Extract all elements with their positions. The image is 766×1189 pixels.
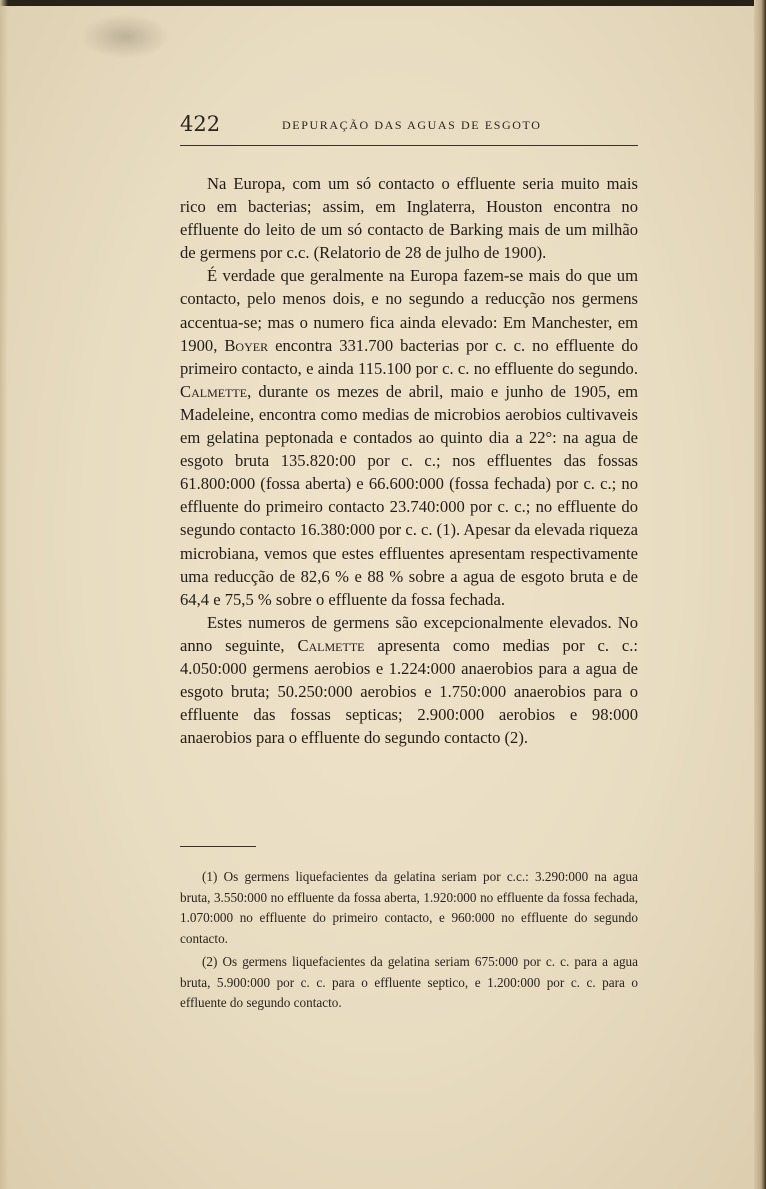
page-right-edge — [754, 0, 766, 1189]
header-rule — [180, 145, 638, 146]
paragraph-2-part-b: encontra 331.700 bacterias por c. c. no effluente do primeiro contacto, e ainda 115.100 por c. c. no effluente do segundo. — [180, 335, 638, 378]
paragraph-3-part-a: Estes numeros de germens são excepcionalmente elevados. No anno seguinte, — [180, 612, 638, 655]
footnote-2: (2) Os germens liquefacientes da gelatina seriam 675:000 por c. c. para a agua bruta, 5.900:000 por c. c. para o effluente septico, e 1.200:000 por c. c. para o effluente do segundo contacto. — [180, 954, 638, 1010]
page-number: 422 — [180, 112, 221, 136]
running-title: DEPURAÇÃO DAS AGUAS DE ESGOTO — [282, 118, 542, 132]
footnote-1: (1) Os germens liquefacientes da gelatina seriam por c.c.: 3.290:000 na agua bruta, 3.550:000 no effluente da fossa aberta, 1.920:000 no effluente da fossa fechada, 1.070:000 no effluente do primeiro contacto, e 960:000 no effluente do segundo contacto. — [180, 869, 638, 946]
footnotes — [180, 867, 638, 1017]
page-header — [180, 112, 638, 142]
footnote-rule — [180, 846, 256, 847]
page-top-edge — [0, 0, 766, 6]
paragraph-2 — [180, 264, 638, 610]
author-name-boyer: Boyer — [224, 335, 269, 355]
paragraph-2-part-c: , durante os mezes de abril, maio e junho de 1905, em Madeleine, encontra como medias de microbios aerobios cultivaveis em gelatina peptonada e contados ao quinto dia a 22°: na agua de esgoto bruta 135.820:00 por c. c.; nos effluentes das fossas 61.800:000 (fossa aberta) e 66.600:000 (fossa fechada) por c. c.; no effluente do primeiro contacto 23.740:000 por c. c.; no effluente do segundo contacto 16.380:000 por c. c. (1). Apesar da elevada riqueza microbiana, vemos que estes effluentes apresentam respectivamente uma reducção de 82,6 % e 88 % sobre a agua de esgoto bruta e de 64,4 e 75,5 % sobre o effluente da fossa fechada. — [180, 381, 639, 609]
paragraph-3-part-b: apresenta como medias por c. c.: 4.050:000 germens aerobios e 1.224:000 anaerobios para a agua de esgoto bruta; 50.250:000 aerobios e 1.750:000 anaerobios para o effluente das fossas septicas; 2.900:000 aerobios e 98:000 anaerobios para o effluente do segundo contacto (2). — [180, 635, 638, 748]
page-left-edge — [0, 0, 8, 1189]
paper-stain — [80, 14, 170, 59]
author-name-calmette: Calmette — [180, 381, 248, 401]
paragraph-2-part-a: É verdade que geralmente na Europa fazem-se mais do que um contacto, pelo menos dois, e no segundo a reducção nos germens accentua-se; mas o numero fica ainda elevado: Em Manchester, em 1900, — [180, 266, 638, 355]
paragraph-3 — [180, 611, 638, 750]
paragraph-1: Na Europa, com um só contacto o effluente seria muito mais rico em bacterias; assim, em Inglaterra, Houston encontra no effluente do leito de um só contacto de Barking mais de um milhão de germens por c.c. (Relatorio de 28 de julho de 1900). — [180, 174, 638, 263]
author-name-calmette-2: Calmette — [297, 635, 365, 655]
body-text — [180, 172, 638, 749]
